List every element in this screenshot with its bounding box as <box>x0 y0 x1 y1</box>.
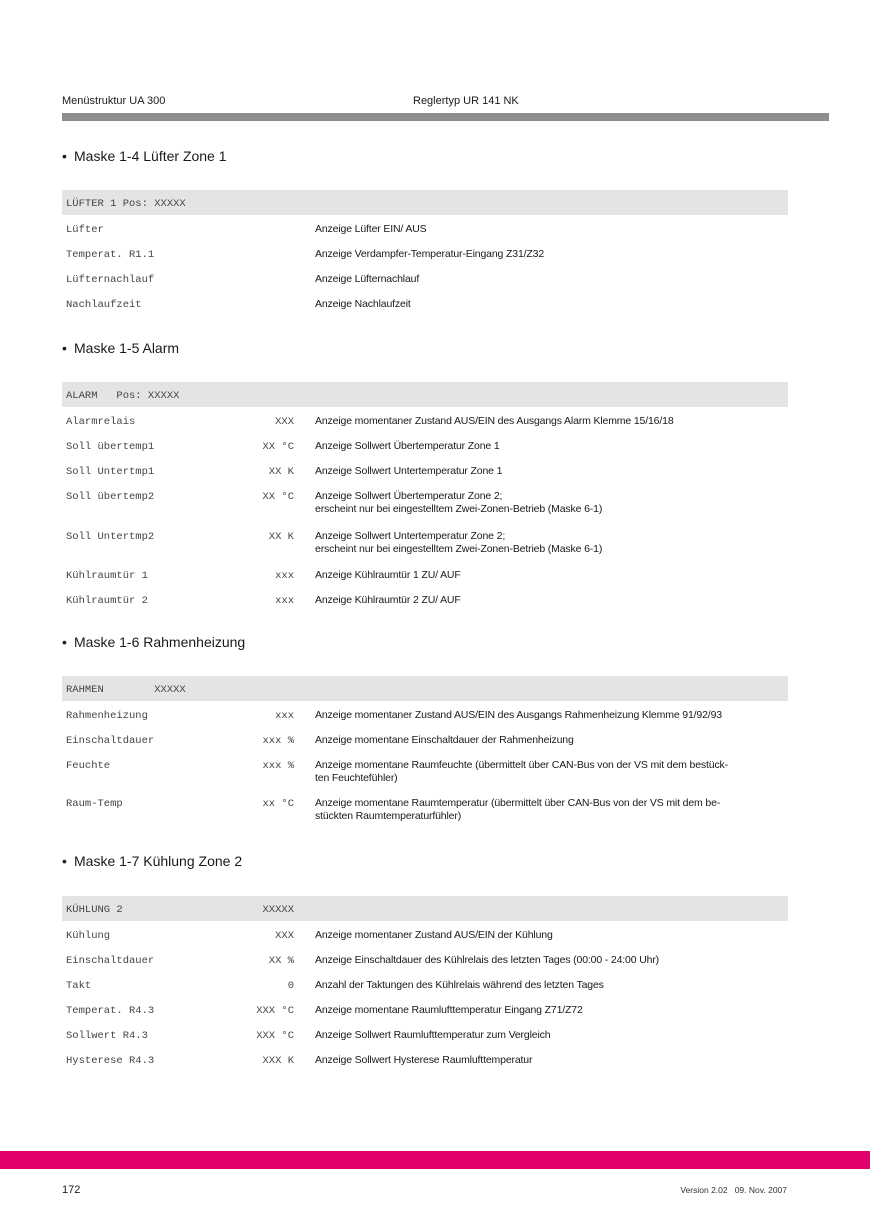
row-label: Alarmrelais <box>66 416 136 428</box>
mask-header <box>62 382 788 407</box>
row-description: Anzeige momentane Raumlufttemperatur Eingang Z71/Z72 <box>315 1004 583 1016</box>
section-title-text: Maske 1-6 Rahmenheizung <box>74 634 246 650</box>
bullet-icon: • <box>62 340 67 356</box>
row-value: XXX °C <box>256 1030 294 1042</box>
mask-header <box>62 190 788 215</box>
mask-header-label: KÜHLUNG 2 <box>66 904 123 916</box>
row-label: Temperat. R1.1 <box>66 249 155 261</box>
row-value: XX % <box>268 955 294 967</box>
mask-header-label: ALARM Pos: XXXXX <box>66 390 180 402</box>
row-label: Soll Untertmp2 <box>66 531 155 543</box>
bullet-icon: • <box>62 148 67 164</box>
mask-header-value: XXXXX <box>262 904 294 916</box>
row-description <box>315 797 785 822</box>
row-description: Anzeige Kühlraumtür 2 ZU/ AUF <box>315 594 461 606</box>
row-label: Takt <box>66 980 92 992</box>
header-divider <box>62 113 829 121</box>
bullet-icon: • <box>62 634 67 650</box>
row-description: Anzeige Verdampfer-Temperatur-Eingang Z31/Z32 <box>315 248 545 260</box>
row-description: Anzeige momentaner Zustand AUS/EIN der Kühlung <box>315 929 553 941</box>
row-value: XX K <box>268 466 294 478</box>
row-description: Anzeige Lüfter EIN/ AUS <box>315 223 427 235</box>
row-label: Sollwert R4.3 <box>66 1030 148 1042</box>
row-description: Anzeige momentane Einschaltdauer der Rahmenheizung <box>315 734 574 746</box>
row-description <box>315 530 785 555</box>
row-value: xxx % <box>262 735 294 747</box>
row-label: Kühlraumtür 1 <box>66 570 148 582</box>
row-description-line: Anzeige momentane Raumtemperatur (übermittelt über CAN-Bus von der VS mit dem be- <box>315 797 721 809</box>
section-title-text: Maske 1-7 Kühlung Zone 2 <box>74 853 243 869</box>
mask-header-label: LÜFTER 1 Pos: XXXXX <box>66 198 186 210</box>
row-value: XXX <box>275 930 294 942</box>
row-label: Soll übertemp1 <box>66 441 155 453</box>
row-label: Lüfter <box>66 224 104 236</box>
section-title <box>62 340 179 356</box>
row-label: Einschaltdauer <box>66 735 155 747</box>
section-title-text: Maske 1-5 Alarm <box>74 340 180 356</box>
row-label: Kühlraumtür 2 <box>66 595 148 607</box>
row-label: Lüfternachlauf <box>66 274 155 286</box>
header-center: Reglertyp UR 141 NK <box>413 95 519 107</box>
page-number: 172 <box>62 1184 81 1196</box>
row-value: 0 <box>287 980 294 992</box>
row-description-line: Anzeige momentane Raumfeuchte (übermittelt über CAN-Bus von der VS mit dem bestück- <box>315 759 728 771</box>
section-title <box>62 634 245 650</box>
row-value: xxx <box>275 595 294 607</box>
row-value: XXX K <box>262 1055 294 1067</box>
row-value: xxx % <box>262 760 294 772</box>
row-value: xxx <box>275 570 294 582</box>
row-description: Anzeige Sollwert Untertemperatur Zone 1 <box>315 465 503 477</box>
row-value: XXX <box>275 416 294 428</box>
row-description-line: Anzeige Sollwert Übertemperatur Zone 2; <box>315 490 503 502</box>
row-description: Anzeige Sollwert Übertemperatur Zone 1 <box>315 440 500 452</box>
row-label: Einschaltdauer <box>66 955 155 967</box>
mask-header-label: RAHMEN XXXXX <box>66 684 186 696</box>
section-title <box>62 148 227 164</box>
row-description: Anzeige Nachlaufzeit <box>315 298 411 310</box>
row-description: Anzeige Sollwert Hysterese Raumlufttemperatur <box>315 1054 533 1066</box>
version-info: Version 2.02 09. Nov. 2007 <box>680 1185 787 1195</box>
row-description-line: erscheint nur bei eingestelltem Zwei-Zonen-Betrieb (Maske 6-1) <box>315 542 603 555</box>
row-description <box>315 759 785 784</box>
section-title <box>62 853 242 869</box>
row-label: Kühlung <box>66 930 111 942</box>
row-label: Rahmenheizung <box>66 710 148 722</box>
row-description: Anzeige momentaner Zustand AUS/EIN des Ausgangs Alarm Klemme 15/16/18 <box>315 415 674 427</box>
row-value: XX K <box>268 531 294 543</box>
row-description: Anzeige momentaner Zustand AUS/EIN des Ausgangs Rahmenheizung Klemme 91/92/93 <box>315 709 722 721</box>
row-label: Raum-Temp <box>66 798 123 810</box>
mask-header <box>62 896 788 921</box>
row-description: Anzeige Kühlraumtür 1 ZU/ AUF <box>315 569 461 581</box>
row-description <box>315 490 785 515</box>
row-description-line: Anzeige Sollwert Untertemperatur Zone 2; <box>315 530 506 542</box>
row-label: Soll Untertmp1 <box>66 466 155 478</box>
row-description: Anzeige Sollwert Raumlufttemperatur zum Vergleich <box>315 1029 551 1041</box>
row-description-line: stückten Raumtemperaturfühler) <box>315 809 462 822</box>
row-value: xx °C <box>262 798 294 810</box>
footer-accent-bar <box>0 1151 870 1169</box>
row-description: Anzeige Lüfternachlauf <box>315 273 420 285</box>
row-description: Anzahl der Taktungen des Kühlrelais während des letzten Tages <box>315 979 604 991</box>
row-label: Soll übertemp2 <box>66 491 155 503</box>
row-value: XXX °C <box>256 1005 294 1017</box>
header-left: Menüstruktur UA 300 <box>62 95 166 107</box>
row-label: Hysterese R4.3 <box>66 1055 155 1067</box>
row-description: Anzeige Einschaltdauer des Kühlrelais des letzten Tages (00:00 - 24:00 Uhr) <box>315 954 660 966</box>
row-label: Feuchte <box>66 760 111 772</box>
mask-header <box>62 676 788 701</box>
section-title-text: Maske 1-4 Lüfter Zone 1 <box>74 148 227 164</box>
row-value: XX °C <box>262 441 294 453</box>
row-description-line: ten Feuchtefühler) <box>315 771 398 784</box>
row-label: Temperat. R4.3 <box>66 1005 155 1017</box>
row-label: Nachlaufzeit <box>66 299 142 311</box>
row-value: xxx <box>275 710 294 722</box>
bullet-icon: • <box>62 853 67 869</box>
row-value: XX °C <box>262 491 294 503</box>
row-description-line: erscheint nur bei eingestelltem Zwei-Zonen-Betrieb (Maske 6-1) <box>315 502 603 515</box>
